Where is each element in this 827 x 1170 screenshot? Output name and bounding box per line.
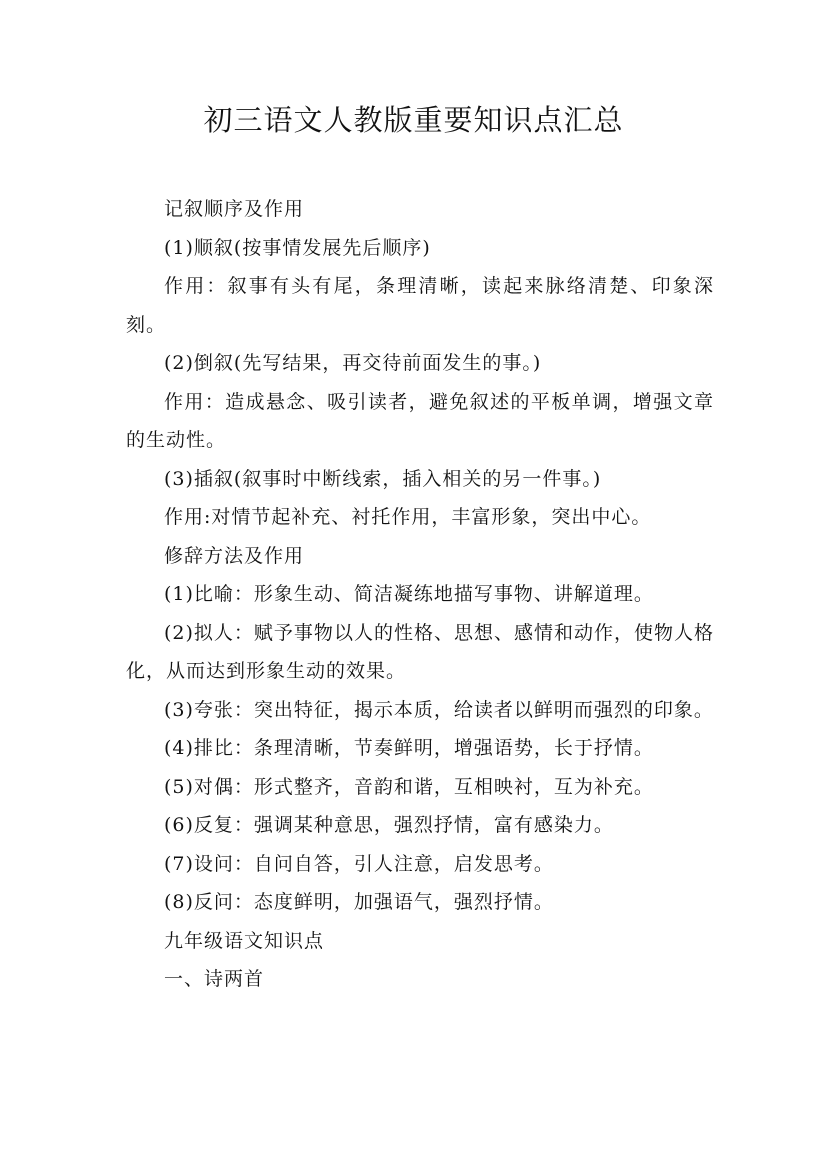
paragraph-antithesis: (5)对偶：形式整齐，音韵和谐，互相映衬，互为补充。	[164, 775, 654, 798]
paragraph-flashback: (2)倒叙(先写结果，再交待前面发生的事。)	[164, 352, 542, 374]
heading-narrative-order: 记叙顺序及作用	[164, 198, 305, 220]
heading-rhetoric: 修辞方法及作用	[164, 544, 305, 567]
paragraph-interpolation: (3)插叙(叙事时中断线索，插入相关的另一件事。)	[164, 467, 602, 490]
paragraph-retort: (8)反问：态度鲜明，加强语气，强烈抒情。	[164, 891, 554, 913]
paragraph-hyperbole: (3)夸张：突出特征，揭示本质，给读者以鲜明而强烈的印象。	[164, 698, 714, 721]
heading-grade-nine: 九年级语文知识点	[164, 929, 325, 952]
document-title: 初三语文人教版重要知识点汇总	[203, 103, 624, 137]
paragraph-chronological-effect: 作用：叙事有头有尾，条理清晰，读起来脉络清楚、印象深刻。	[126, 275, 714, 336]
paragraph-interpolation-effect: 作用:对情节起补充、衬托作用，丰富形象，突出中心。	[164, 506, 652, 528]
document-body	[126, 190, 714, 999]
paragraph-flashback-effect: 作用：造成悬念、吸引读者，避免叙述的平板单调，增强文章的生动性。	[126, 390, 714, 451]
paragraph-chronological: (1)顺叙(按事情发展先后顺序)	[164, 236, 431, 259]
paragraph-repetition: (6)反复：强调某种意思，强烈抒情，富有感染力。	[164, 814, 614, 836]
paragraph-parallelism: (4)排比：条理清晰，节奏鲜明，增强语势，长于抒情。	[164, 737, 654, 759]
paragraph-personification: (2)拟人：赋予事物以人的性格、思想、感情和动作，使物人格化，从而达到形象生动的效果。	[126, 621, 714, 682]
paragraph-metaphor: (1)比喻：形象生动、简洁凝练地描写事物、讲解道理。	[164, 583, 654, 605]
paragraph-rhetorical-question: (7)设问：自问自答，引人注意，启发思考。	[164, 852, 554, 875]
heading-two-poems: 一、诗两首	[164, 968, 265, 990]
